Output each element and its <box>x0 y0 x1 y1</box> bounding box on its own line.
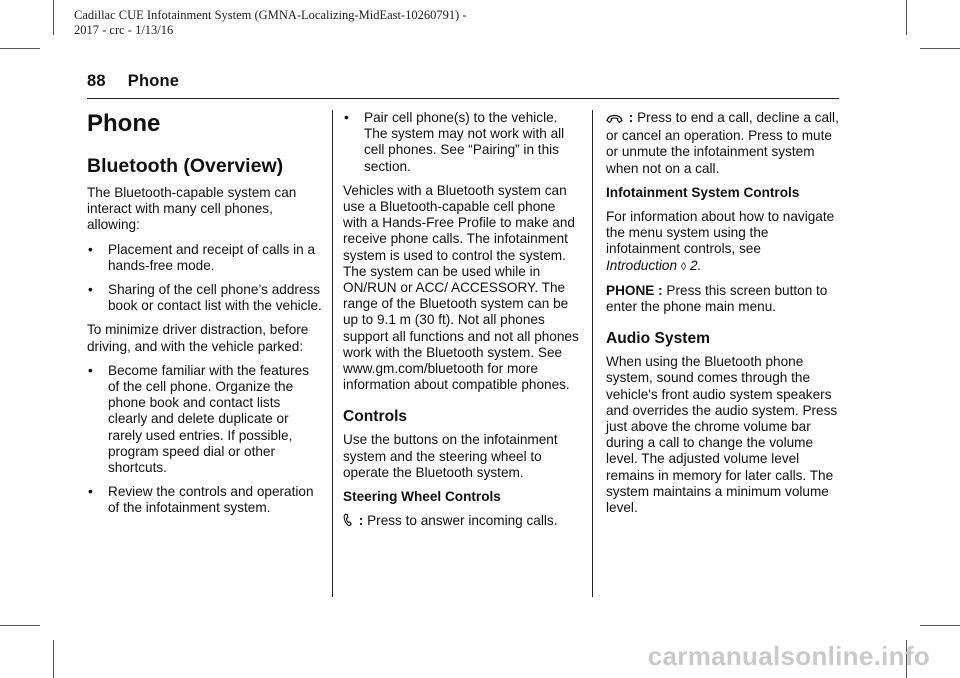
crop-mark-top-left-h <box>0 48 40 49</box>
heading-steering-wheel-controls: Steering Wheel Controls <box>343 489 501 505</box>
column-2 <box>343 110 583 539</box>
crop-mark-bottom-left-h <box>0 625 40 626</box>
column-3 <box>606 110 842 524</box>
list-item: • Sharing of the cell phone’s address book or contact list with the vehicle. <box>88 282 322 314</box>
bluetooth-system-paragraph: Vehicles with a Bluetooth system can use a Bluetooth-capable cell phone with a Hands-Free Profile to make and receive phone calls. The infotainment system is used to control the system. The system can be used while in ON/RUN or ACC/ ACCESSORY. The range of the Bluetooth system can be up to 9.1 m (30 ft). Not all phones support all functions and not all phones work with the Bluetooth system. See www.gm.com/bluetooth for more information about compatible phones. <box>343 182 579 393</box>
document-meta-line-2: 2017 - crc - 1/13/16 <box>74 23 174 37</box>
distraction-paragraph: To minimize driver distraction, before driving, and with the vehicle parked: <box>87 322 309 354</box>
heading-infotainment-system-controls: Infotainment System Controls <box>606 184 800 200</box>
phone-hang-up-icon <box>606 112 623 128</box>
bullet-icon: • <box>88 362 93 378</box>
page-title: Phone <box>87 110 161 137</box>
list-item: • Pair cell phone(s) to the vehicle. The system may not work with all cell phones. See “Pairing” in this section. <box>344 110 565 174</box>
bullet-icon: • <box>344 110 349 125</box>
running-head <box>87 72 179 91</box>
bullet-list-3 <box>343 110 583 175</box>
page-number: 88 <box>87 72 106 90</box>
column-divider-2 <box>592 110 593 597</box>
introduction-page-ref: 2. <box>690 257 702 273</box>
end-call-paragraph: : Press to end a call, decline a call, or cancel an operation. Press to mute or unmute the infotainment system when not on a call. <box>606 110 839 176</box>
watermark: carmanualsonline.info <box>647 641 930 671</box>
crop-mark-bottom-left <box>53 640 54 678</box>
infotainment-paragraph: For information about how to navigate the menu system using the infotainment controls, see Introduction ◊ 2. <box>606 209 835 273</box>
column-divider-1 <box>332 110 333 597</box>
bullet-icon: • <box>88 241 93 257</box>
audio-paragraph: When using the Bluetooth phone system, sound comes through the vehicle's front audio system speakers and overrides the audio system. Press just above the chrome volume bar during a call to change the volume level. The adjusted volume level remains in memory for later calls. The system maintains a minimum volume level. <box>606 354 838 516</box>
crop-mark-top-right-h <box>920 48 960 49</box>
list-item: • Review the controls and operation of the infotainment system. <box>88 484 314 516</box>
header-rule <box>87 98 839 99</box>
intro-paragraph: The Bluetooth-capable system can interact with many cell phones, allowing: <box>87 185 297 233</box>
crop-mark-top-right <box>906 0 907 35</box>
heading-bluetooth-overview: Bluetooth (Overview) <box>87 155 284 177</box>
bullet-icon: • <box>88 484 93 500</box>
controls-paragraph: Use the buttons on the infotainment system and the steering wheel to operate the Bluetooth system. <box>343 432 558 480</box>
page-ref-icon: ◊ <box>680 260 687 273</box>
crop-mark-top-left <box>53 0 54 35</box>
bullet-list-2 <box>87 363 323 517</box>
crop-mark-bottom-right-h <box>920 625 960 626</box>
bullet-list-1 <box>87 242 323 315</box>
section-name: Phone <box>127 72 180 90</box>
list-item: • Placement and receipt of calls in a hands-free mode. <box>88 241 316 273</box>
list-item: • Become familiar with the features of the cell phone. Organize the phone book and contact lists clearly and delete duplicate or rarely used entries. If possible, program speed dial or other shortcuts. <box>88 362 309 476</box>
document-meta-line-1: Cadillac CUE Infotainment System (GMNA-Localizing-MidEast-10260791) - <box>74 8 467 22</box>
answer-call-paragraph: : Press to answer incoming calls. <box>343 513 583 531</box>
bullet-icon: • <box>88 282 93 298</box>
heading-controls: Controls <box>343 408 408 426</box>
heading-audio-system: Audio System <box>606 330 710 348</box>
column-1 <box>87 110 323 525</box>
introduction-link[interactable]: Introduction <box>606 257 678 273</box>
document-meta <box>74 8 467 38</box>
phone-button-paragraph: PHONE : Press this screen button to enter the phone main menu. <box>606 282 828 315</box>
phone-answer-icon <box>343 513 353 531</box>
